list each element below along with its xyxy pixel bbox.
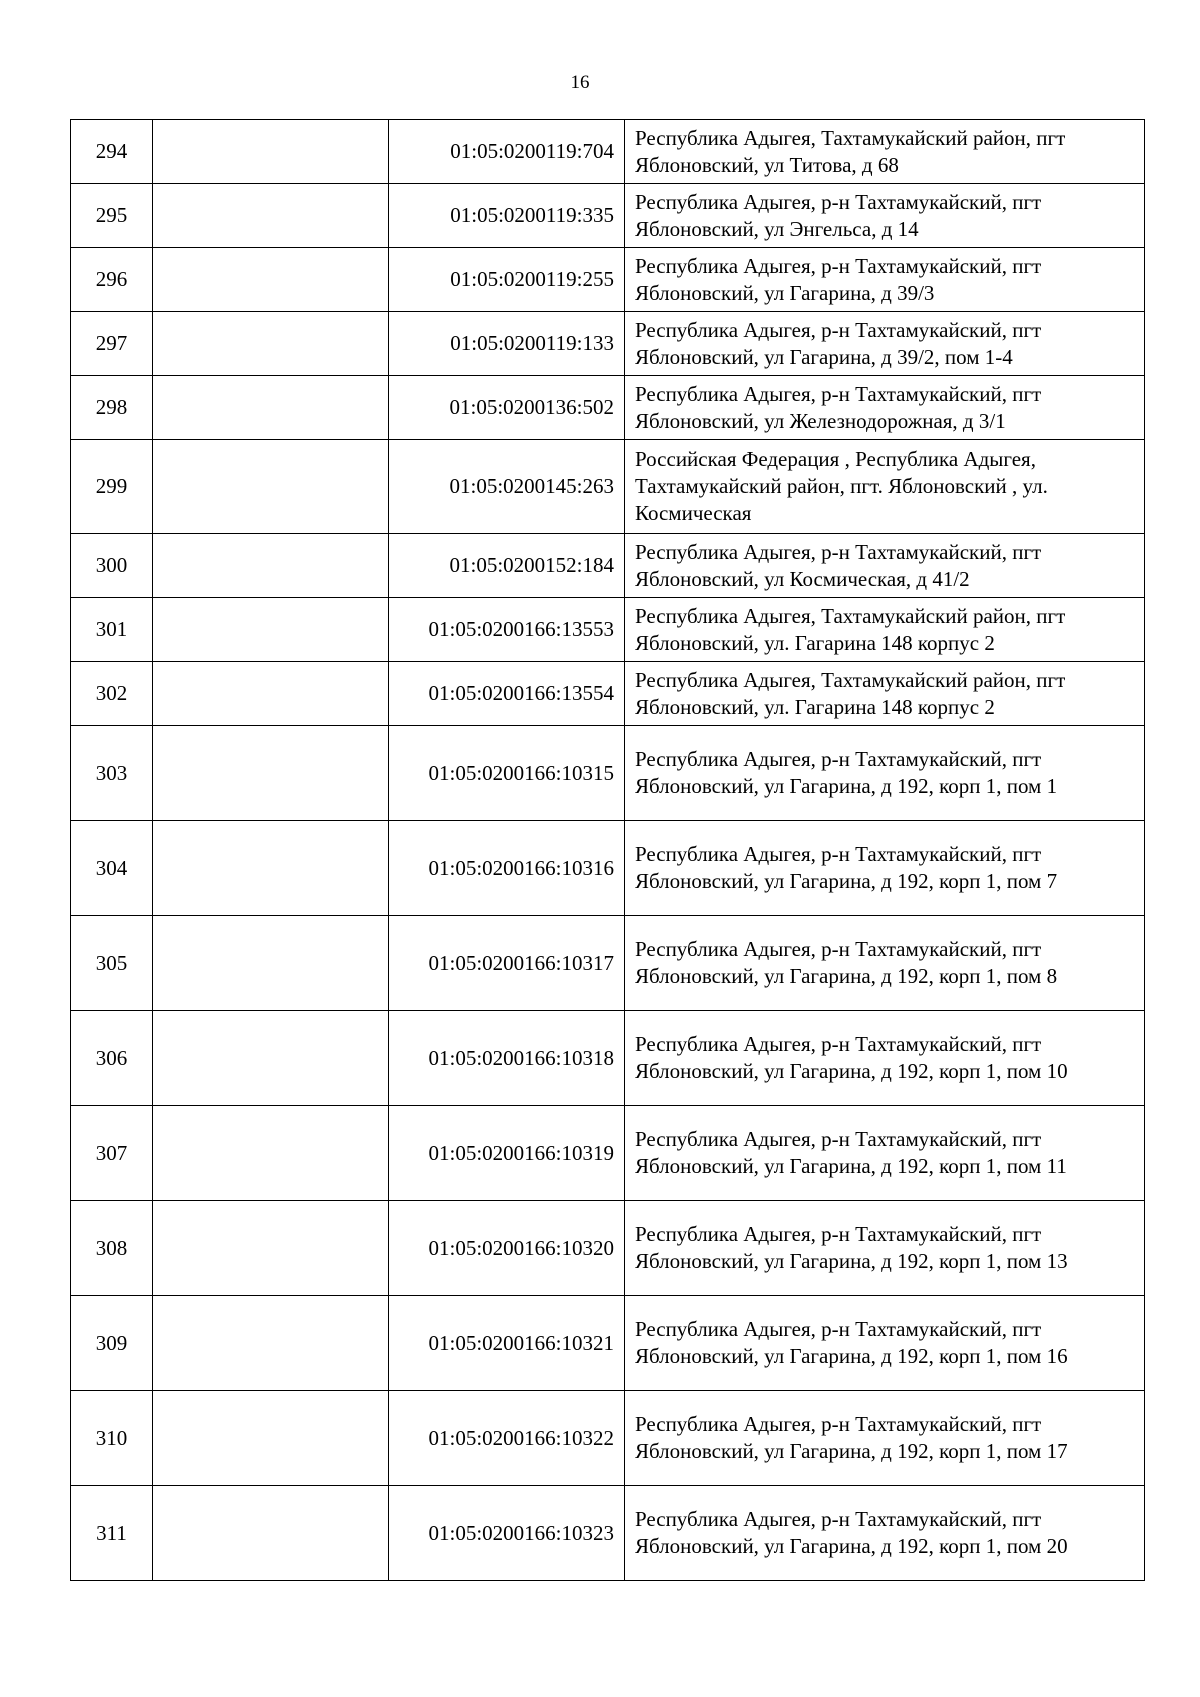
row-number-cell: 296	[71, 248, 153, 312]
owner-cell	[153, 534, 389, 598]
cadastral-number-cell: 01:05:0200166:10316	[389, 821, 625, 916]
cadastral-number-cell: 01:05:0200136:502	[389, 376, 625, 440]
address-cell: Республика Адыгея, р-н Тахтамукайский, пгт Яблоновский, ул Гагарина, д 39/3	[625, 248, 1145, 312]
owner-cell	[153, 726, 389, 821]
row-number-cell: 304	[71, 821, 153, 916]
owner-cell	[153, 1106, 389, 1201]
owner-cell	[153, 376, 389, 440]
table-row	[71, 726, 1145, 821]
owner-cell	[153, 1201, 389, 1296]
address-cell: Республика Адыгея, р-н Тахтамукайский, пгт Яблоновский, ул Гагарина, д 192, корп 1, пом 1	[625, 726, 1145, 821]
cadastral-number-cell: 01:05:0200119:255	[389, 248, 625, 312]
owner-cell	[153, 1011, 389, 1106]
cadastral-number-cell: 01:05:0200166:10323	[389, 1486, 625, 1581]
owner-cell	[153, 1391, 389, 1486]
table-row	[71, 1296, 1145, 1391]
address-cell: Республика Адыгея, р-н Тахтамукайский, пгт Яблоновский, ул Гагарина, д 192, корп 1, пом 11	[625, 1106, 1145, 1201]
address-cell: Республика Адыгея, Тахтамукайский район, пгт Яблоновский, ул. Гагарина 148 корпус 2	[625, 598, 1145, 662]
address-cell: Республика Адыгея, р-н Тахтамукайский, пгт Яблоновский, ул Гагарина, д 39/2, пом 1-4	[625, 312, 1145, 376]
row-number-cell: 298	[71, 376, 153, 440]
row-number-cell: 301	[71, 598, 153, 662]
address-cell: Республика Адыгея, р-н Тахтамукайский, пгт Яблоновский, ул Гагарина, д 192, корп 1, пом 16	[625, 1296, 1145, 1391]
row-number-cell: 302	[71, 662, 153, 726]
row-number-cell: 307	[71, 1106, 153, 1201]
address-cell: Республика Адыгея, р-н Тахтамукайский, пгт Яблоновский, ул Космическая, д 41/2	[625, 534, 1145, 598]
cadastral-number-cell: 01:05:0200119:335	[389, 184, 625, 248]
address-cell: Республика Адыгея, р-н Тахтамукайский, пгт Яблоновский, ул Гагарина, д 192, корп 1, пом 20	[625, 1486, 1145, 1581]
owner-cell	[153, 312, 389, 376]
table-row	[71, 248, 1145, 312]
cadastral-number-cell: 01:05:0200119:133	[389, 312, 625, 376]
owner-cell	[153, 598, 389, 662]
table-row	[71, 662, 1145, 726]
registry-table-body	[71, 120, 1145, 1581]
owner-cell	[153, 440, 389, 534]
table-row	[71, 1391, 1145, 1486]
owner-cell	[153, 662, 389, 726]
address-cell: Республика Адыгея, Тахтамукайский район, пгт Яблоновский, ул. Гагарина 148 корпус 2	[625, 662, 1145, 726]
page-number: 16	[570, 72, 590, 93]
address-cell: Республика Адыгея, р-н Тахтамукайский, пгт Яблоновский, ул Гагарина, д 192, корп 1, пом 17	[625, 1391, 1145, 1486]
cadastral-number-cell: 01:05:0200166:13553	[389, 598, 625, 662]
table-row	[71, 184, 1145, 248]
row-number-cell: 306	[71, 1011, 153, 1106]
cadastral-number-cell: 01:05:0200166:10319	[389, 1106, 625, 1201]
table-row	[71, 120, 1145, 184]
owner-cell	[153, 1296, 389, 1391]
row-number-cell: 311	[71, 1486, 153, 1581]
cadastral-number-cell: 01:05:0200166:10318	[389, 1011, 625, 1106]
table-row	[71, 1201, 1145, 1296]
cadastral-number-cell: 01:05:0200166:10317	[389, 916, 625, 1011]
address-cell: Республика Адыгея, р-н Тахтамукайский, пгт Яблоновский, ул Гагарина, д 192, корп 1, пом 7	[625, 821, 1145, 916]
owner-cell	[153, 184, 389, 248]
row-number-cell: 297	[71, 312, 153, 376]
table-row	[71, 376, 1145, 440]
table-row	[71, 598, 1145, 662]
owner-cell	[153, 1486, 389, 1581]
cadastral-number-cell: 01:05:0200145:263	[389, 440, 625, 534]
row-number-cell: 310	[71, 1391, 153, 1486]
cadastral-number-cell: 01:05:0200166:10322	[389, 1391, 625, 1486]
row-number-cell: 300	[71, 534, 153, 598]
owner-cell	[153, 248, 389, 312]
table-row	[71, 312, 1145, 376]
table-row	[71, 821, 1145, 916]
row-number-cell: 309	[71, 1296, 153, 1391]
address-cell: Республика Адыгея, р-н Тахтамукайский, пгт Яблоновский, ул Гагарина, д 192, корп 1, пом 13	[625, 1201, 1145, 1296]
cadastral-number-cell: 01:05:0200166:13554	[389, 662, 625, 726]
table-row	[71, 534, 1145, 598]
address-cell: Российская Федерация , Республика Адыгея, Тахтамукайский район, пгт. Яблоновский , ул. Космическая	[625, 440, 1145, 534]
row-number-cell: 303	[71, 726, 153, 821]
table-row	[71, 440, 1145, 534]
owner-cell	[153, 120, 389, 184]
row-number-cell: 308	[71, 1201, 153, 1296]
address-cell: Республика Адыгея, р-н Тахтамукайский, пгт Яблоновский, ул Железнодорожная, д 3/1	[625, 376, 1145, 440]
row-number-cell: 294	[71, 120, 153, 184]
cadastral-number-cell: 01:05:0200166:10321	[389, 1296, 625, 1391]
cadastral-number-cell: 01:05:0200166:10315	[389, 726, 625, 821]
address-cell: Республика Адыгея, Тахтамукайский район, пгт Яблоновский, ул Титова, д 68	[625, 120, 1145, 184]
table-row	[71, 1486, 1145, 1581]
table-row	[71, 1106, 1145, 1201]
table-row	[71, 916, 1145, 1011]
row-number-cell: 305	[71, 916, 153, 1011]
property-registry-table	[70, 119, 1145, 1581]
row-number-cell: 295	[71, 184, 153, 248]
cadastral-number-cell: 01:05:0200166:10320	[389, 1201, 625, 1296]
address-cell: Республика Адыгея, р-н Тахтамукайский, пгт Яблоновский, ул Гагарина, д 192, корп 1, пом 8	[625, 916, 1145, 1011]
cadastral-number-cell: 01:05:0200152:184	[389, 534, 625, 598]
table-row	[71, 1011, 1145, 1106]
owner-cell	[153, 916, 389, 1011]
row-number-cell: 299	[71, 440, 153, 534]
cadastral-number-cell: 01:05:0200119:704	[389, 120, 625, 184]
address-cell: Республика Адыгея, р-н Тахтамукайский, пгт Яблоновский, ул Энгельса, д 14	[625, 184, 1145, 248]
owner-cell	[153, 821, 389, 916]
address-cell: Республика Адыгея, р-н Тахтамукайский, пгт Яблоновский, ул Гагарина, д 192, корп 1, пом 10	[625, 1011, 1145, 1106]
